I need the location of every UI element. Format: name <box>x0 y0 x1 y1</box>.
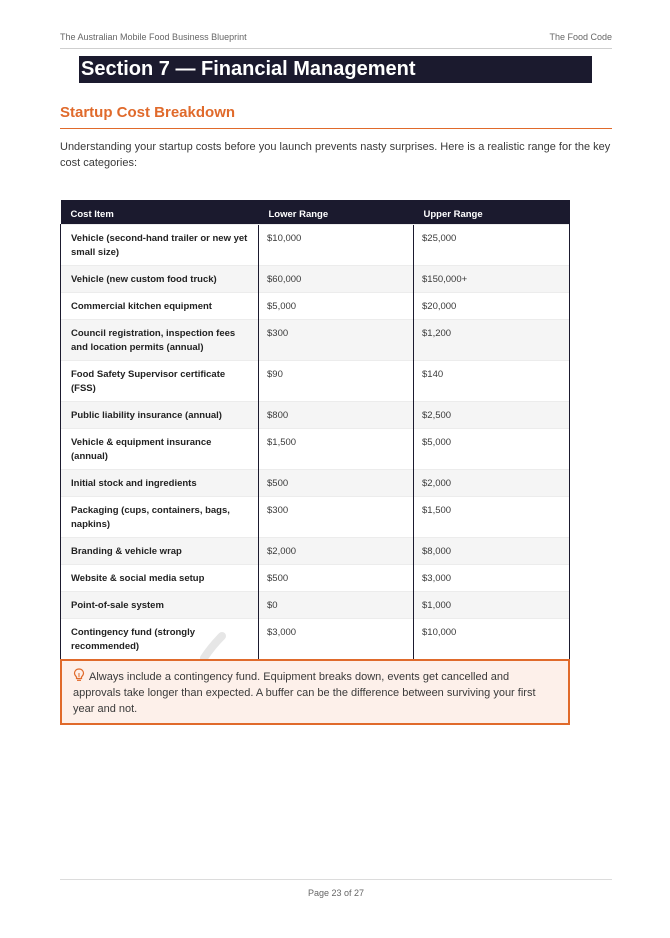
upper-range-cell: $2,000 <box>414 470 570 497</box>
table-row <box>61 619 570 660</box>
cost-item-cell: Point-of-sale system <box>61 592 259 619</box>
upper-range-cell: $1,000 <box>414 592 570 619</box>
lower-range-cell: $1,500 <box>259 429 414 470</box>
table-row <box>61 293 570 320</box>
upper-range-cell: $10,000 <box>414 619 570 660</box>
header-doc-title: The Australian Mobile Food Business Blueprint <box>60 32 247 42</box>
intro-paragraph: Understanding your startup costs before you launch prevents nasty surprises. Here is a realistic range for the key cost categories: <box>60 141 611 169</box>
table-row <box>61 565 570 592</box>
lower-range-cell: $800 <box>259 402 414 429</box>
cost-table <box>60 200 570 660</box>
upper-range-cell: $150,000+ <box>414 266 570 293</box>
table-row <box>61 402 570 429</box>
lower-range-cell: $500 <box>259 470 414 497</box>
upper-range-cell: $1,500 <box>414 497 570 538</box>
upper-range-cell: $5,000 <box>414 429 570 470</box>
table-row <box>61 266 570 293</box>
table-row <box>61 538 570 565</box>
cost-item-cell: Vehicle & equipment insurance (annual) <box>61 429 259 470</box>
lower-range-cell: $500 <box>259 565 414 592</box>
header-brand: The Food Code <box>549 32 612 42</box>
table-header-row <box>61 200 570 225</box>
table-row <box>61 225 570 266</box>
cost-item-cell: Public liability insurance (annual) <box>61 402 259 429</box>
table-row <box>61 429 570 470</box>
cost-item-cell: Council registration, inspection fees and location permits (annual) <box>61 320 259 361</box>
cost-item-cell: Food Safety Supervisor certificate (FSS) <box>61 361 259 402</box>
upper-range-cell: $1,200 <box>414 320 570 361</box>
tip-text: Always include a contingency fund. Equipment breaks down, events get cancelled and approvals take longer than expected. A buffer can be the difference between surviving your first year and not. <box>73 671 536 715</box>
lower-range-cell: $5,000 <box>259 293 414 320</box>
cost-item-cell: Commercial kitchen equipment <box>61 293 259 320</box>
tip-callout <box>60 659 570 725</box>
page-footer: Page 23 of 27 <box>60 879 612 908</box>
lightbulb-icon <box>73 668 85 682</box>
page-header <box>60 30 612 49</box>
col-header-upper-range: Upper Range <box>414 200 570 225</box>
lower-range-cell: $0 <box>259 592 414 619</box>
cost-item-cell: Website & social media setup <box>61 565 259 592</box>
table-row <box>61 320 570 361</box>
lower-range-cell: $3,000 <box>259 619 414 660</box>
table-row <box>61 497 570 538</box>
cost-item-cell: Packaging (cups, containers, bags, napkins) <box>61 497 259 538</box>
table-row <box>61 470 570 497</box>
col-header-lower-range: Lower Range <box>259 200 414 225</box>
lower-range-cell: $60,000 <box>259 266 414 293</box>
lower-range-cell: $2,000 <box>259 538 414 565</box>
cost-item-cell: Vehicle (second-hand trailer or new yet small size) <box>61 225 259 266</box>
col-header-cost-item: Cost Item <box>61 200 259 225</box>
cost-item-cell: Vehicle (new custom food truck) <box>61 266 259 293</box>
upper-range-cell: $140 <box>414 361 570 402</box>
lower-range-cell: $10,000 <box>259 225 414 266</box>
cost-item-cell: Contingency fund (strongly recommended) <box>61 619 259 660</box>
table-row <box>61 592 570 619</box>
subheading: Startup Cost Breakdown <box>60 104 612 129</box>
cost-item-cell: Initial stock and ingredients <box>61 470 259 497</box>
upper-range-cell: $3,000 <box>414 565 570 592</box>
section-title: Section 7 — Financial Management <box>79 56 592 83</box>
upper-range-cell: $25,000 <box>414 225 570 266</box>
lower-range-cell: $300 <box>259 320 414 361</box>
table-row <box>61 361 570 402</box>
lower-range-cell: $90 <box>259 361 414 402</box>
lower-range-cell: $300 <box>259 497 414 538</box>
upper-range-cell: $2,500 <box>414 402 570 429</box>
upper-range-cell: $8,000 <box>414 538 570 565</box>
upper-range-cell: $20,000 <box>414 293 570 320</box>
cost-item-cell: Branding & vehicle wrap <box>61 538 259 565</box>
